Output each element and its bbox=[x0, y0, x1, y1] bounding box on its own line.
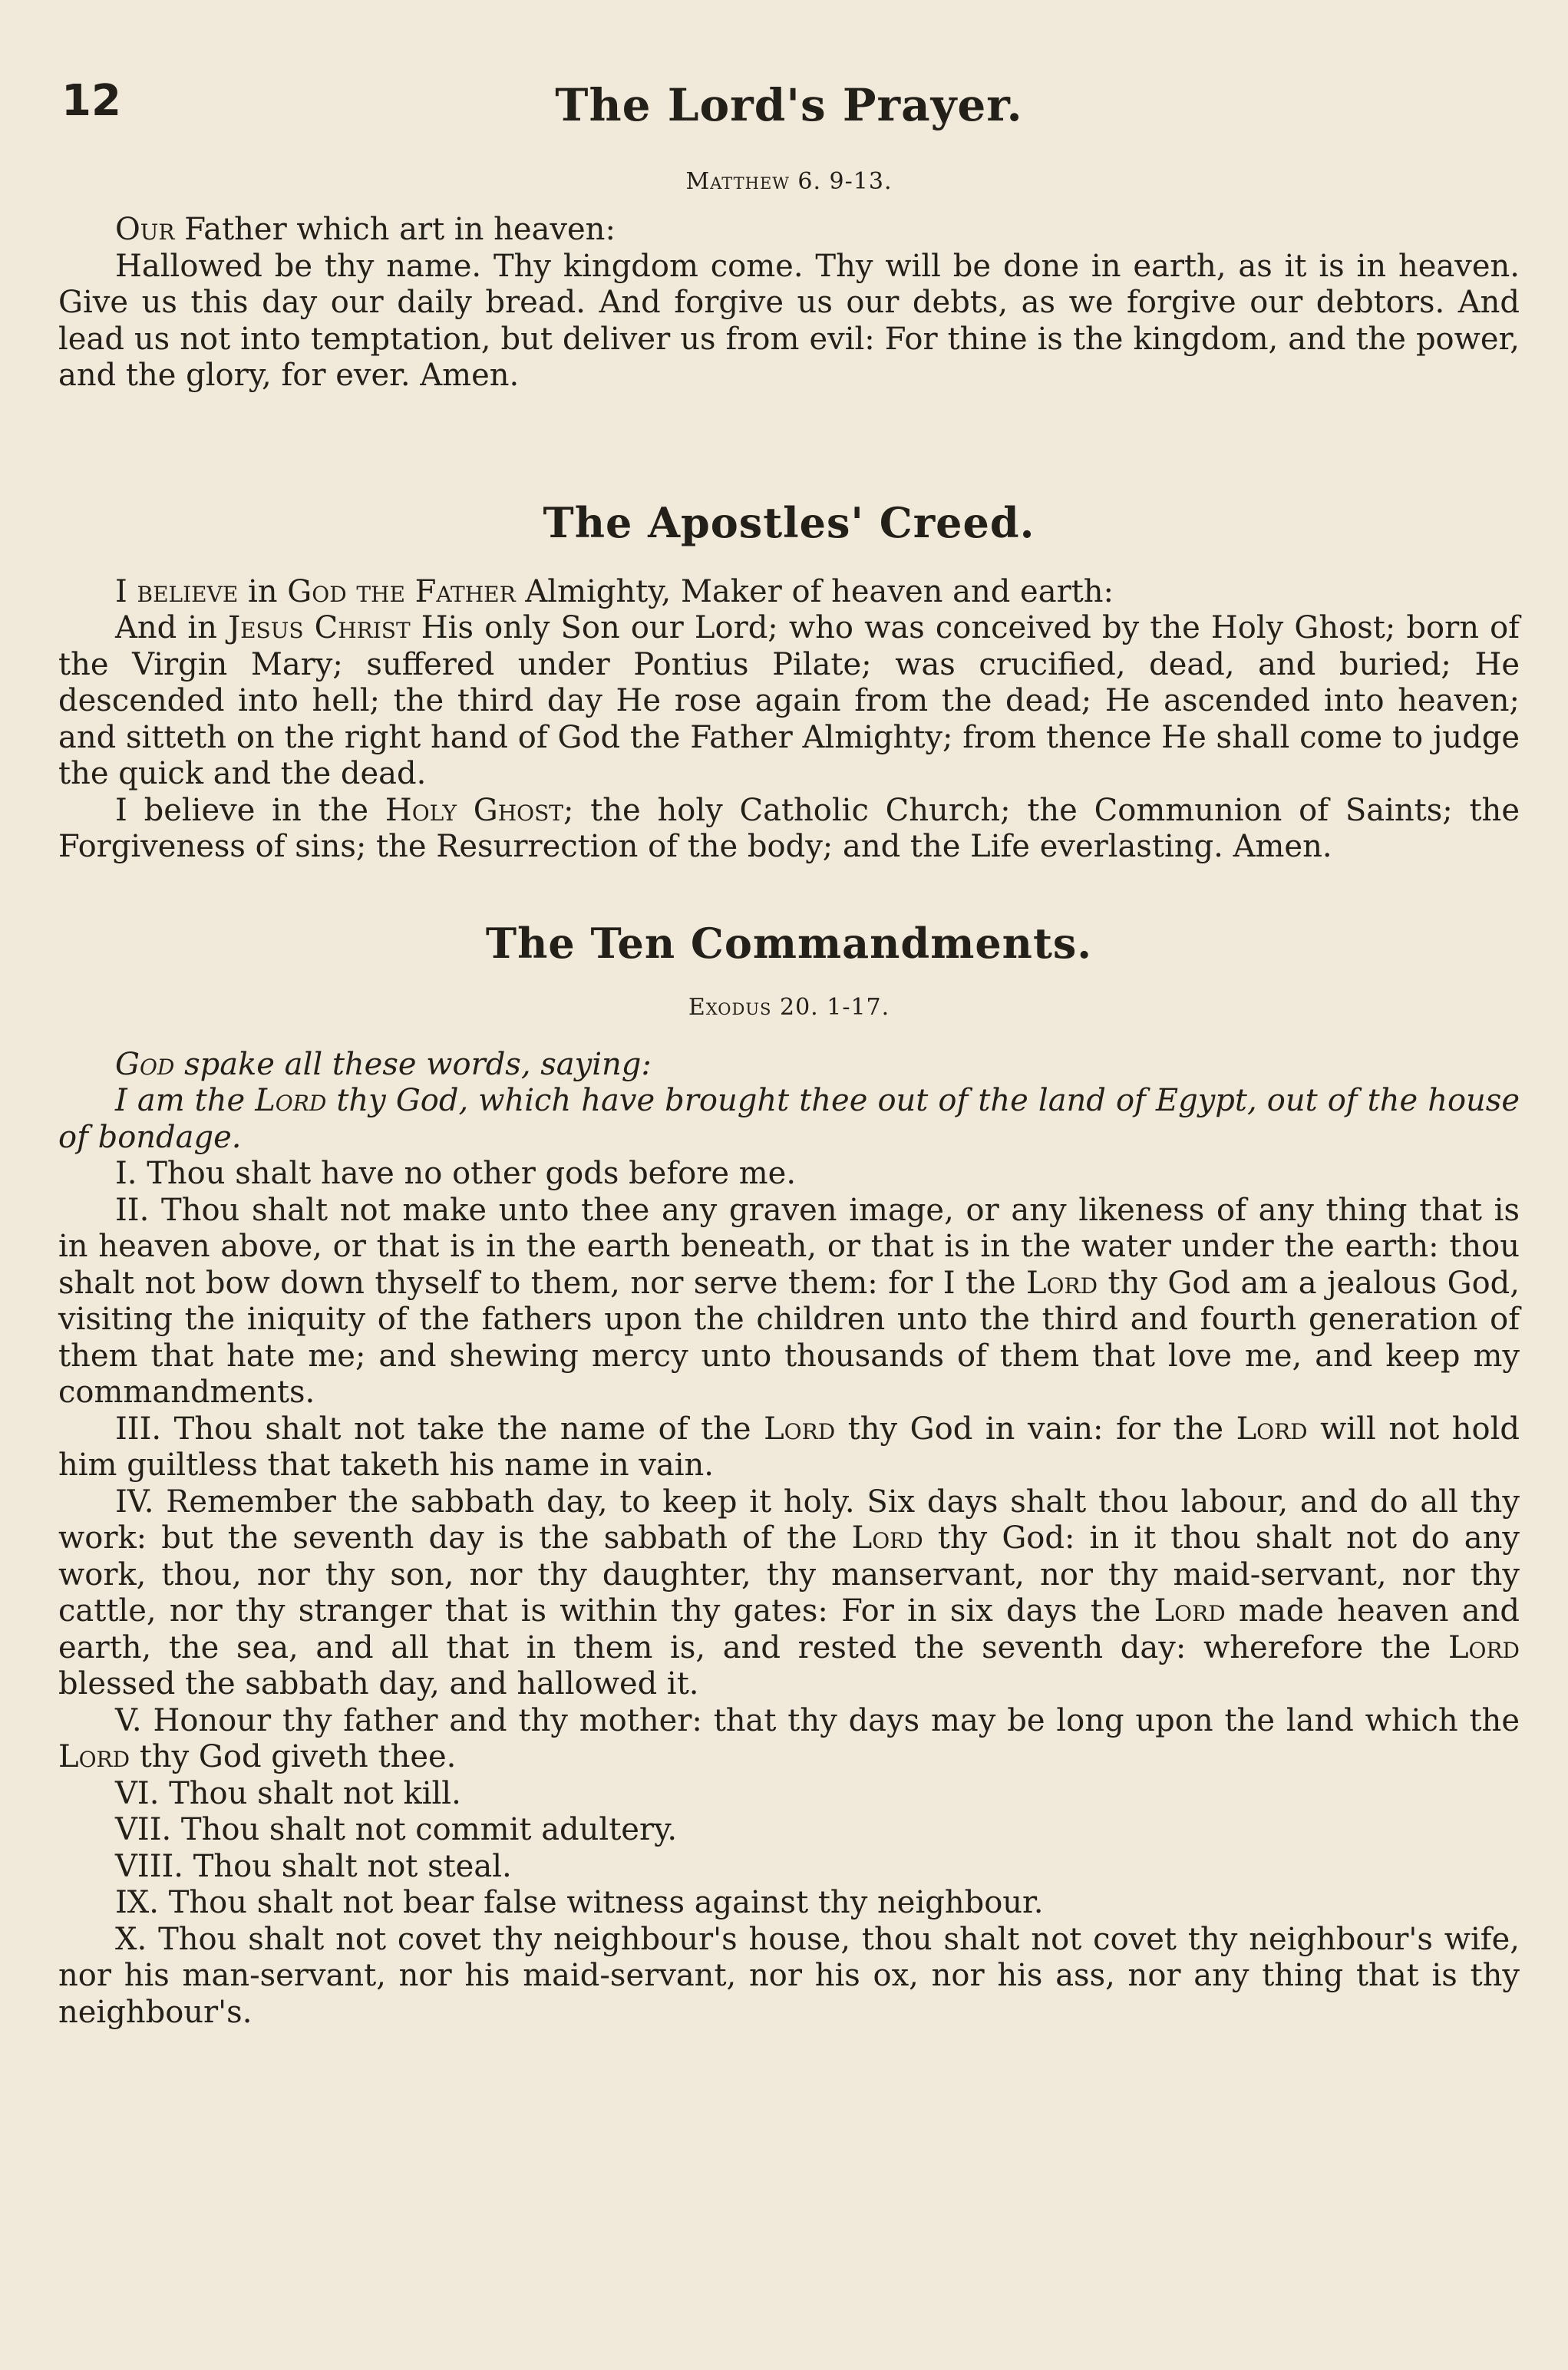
small-caps-run: Holy Ghost bbox=[385, 792, 563, 828]
page-number: 12 bbox=[61, 76, 121, 126]
apostles-creed-title: The Apostles' Creed. bbox=[543, 497, 1035, 547]
ten-commandments-reference: Exodus 20. 1-17. bbox=[688, 993, 890, 1021]
page bbox=[58, 77, 1520, 2031]
text-run: I believe in the bbox=[115, 792, 385, 828]
small-caps-run: Lord bbox=[1025, 1265, 1098, 1301]
text-run: made heaven and earth, the sea, and all that in them is, and rested the seventh day: wherefore the bbox=[58, 1593, 1520, 1665]
lords-prayer-title: The Lord's Prayer. bbox=[555, 79, 1023, 131]
text-run: III. Thou shalt not take the name of the bbox=[115, 1411, 764, 1447]
commandment-2 bbox=[58, 1193, 1520, 1411]
text-run: IV. Remember the sabbath day, to keep it holy. Six days shalt thou labour, and do all thy work: but the seventh day is the sabbath of the bbox=[58, 1484, 1520, 1556]
text-run: spake all these words, saying: bbox=[174, 1046, 652, 1082]
small-caps-run: Lord bbox=[1236, 1411, 1308, 1447]
commandment-9: IX. Thou shalt not bear false witness against thy neighbour. bbox=[115, 1885, 1044, 1920]
small-caps-run: Lord bbox=[1448, 1629, 1520, 1665]
text-run: ; the holy Catholic Church; the Communion of Saints; the Forgiveness of sins; the Resurrection of the body; and the Life everlasting. Amen. bbox=[58, 792, 1520, 864]
text-run: thy God am a jealous God, visiting the iniquity of the fathers upon the children unto the third and fourth generation of them that hate me; and shewing mercy unto thousands of them that love me, and keep my commandments. bbox=[58, 1265, 1520, 1410]
text-run: thy God, which have brought thee out of the land of Egypt, out of the house of bondage. bbox=[58, 1083, 1520, 1155]
apostles-creed-section bbox=[58, 497, 1520, 866]
commandment-10: X. Thou shalt not covet thy neighbour's house, thou shalt not covet thy neighbour's wife, nor his man-servant, nor his maid-servant, nor his ox, nor his ass, nor any thing that is thy neighbour's. bbox=[58, 1921, 1520, 2030]
lords-prayer-body: Hallowed be thy name. Thy kingdom come. Thy will be done in earth, as it is in heaven. Give us this day our daily bread. And forgive us our debts, as we forgive our debtors. And lead us not into temptation, but deliver us from evil: For thine is the kingdom, and the power, and the glory, for ever. Amen. bbox=[58, 248, 1520, 393]
text-run: V. Honour thy father and thy mother: that thy days may be long upon the land which the bbox=[115, 1702, 1520, 1738]
small-caps-run: God bbox=[115, 1046, 175, 1082]
text-run: II. Thou shalt not make unto thee any graven image, or any likeness of any thing that is in heaven above, or that is in the earth beneath, or that is in the water under the earth: thou shalt not bow down thyself to them, nor serve them: for I the bbox=[58, 1192, 1520, 1301]
commandment-6: VI. Thou shalt not kill. bbox=[115, 1775, 461, 1811]
small-caps-run: Lord bbox=[851, 1520, 923, 1556]
commandments-intro bbox=[58, 1047, 1520, 1084]
commandment-5 bbox=[58, 1703, 1520, 1776]
creed-paragraph-3 bbox=[58, 793, 1520, 866]
text-run: thy God giveth thee. bbox=[130, 1739, 457, 1774]
lords-prayer-section bbox=[58, 170, 1520, 394]
small-caps-run: believe bbox=[137, 573, 239, 609]
commandment-8: VIII. Thou shalt not steal. bbox=[115, 1848, 512, 1884]
commandment-1: I. Thou shalt have no other gods before me. bbox=[115, 1156, 797, 1191]
small-caps-run: Lord bbox=[764, 1411, 836, 1447]
small-caps-run: God the Father bbox=[287, 573, 516, 609]
creed-paragraph-1 bbox=[58, 574, 1520, 611]
running-head bbox=[58, 77, 1520, 153]
ten-commandments-title: The Ten Commandments. bbox=[485, 918, 1093, 968]
text-run: His only Son our Lord; who was conceived by the Holy Ghost; born of the Virgin Mary; suffered under Pontius Pilate; was crucified, dead, and buried; He descended into hell; the third day He rose again from the dead; He ascended into heaven; and sitteth on the right hand of God the Father Almighty; from thence He shall come to judge the quick and the dead. bbox=[58, 610, 1520, 791]
ten-commandments-section bbox=[58, 918, 1520, 2032]
commandment-4 bbox=[58, 1484, 1520, 1703]
text-run: will not hold him guiltless that taketh his name in vain. bbox=[58, 1411, 1520, 1483]
lords-prayer-opening bbox=[58, 212, 1520, 249]
text-run: I bbox=[115, 573, 137, 609]
commandment-7: VII. Thou shalt not commit adultery. bbox=[115, 1812, 678, 1847]
text-run: blessed the sabbath day, and hallowed it. bbox=[58, 1666, 699, 1702]
opening-word: Our bbox=[115, 212, 175, 247]
text-run: in bbox=[238, 573, 288, 609]
text-run: thy God in vain: for the bbox=[835, 1411, 1236, 1447]
creed-paragraph-2 bbox=[58, 610, 1520, 793]
text-run: I am the bbox=[115, 1083, 256, 1118]
text-run: Almighty, Maker of heaven and earth: bbox=[515, 573, 1114, 609]
opening-text: Father which art in heaven: bbox=[174, 212, 616, 247]
text-run: And in bbox=[115, 610, 229, 645]
small-caps-run: Lord bbox=[58, 1739, 130, 1774]
commandments-preface bbox=[58, 1083, 1520, 1156]
small-caps-run: Lord bbox=[1154, 1593, 1226, 1629]
small-caps-run: Jesus Christ bbox=[228, 610, 411, 645]
small-caps-run: Lord bbox=[255, 1083, 327, 1118]
lords-prayer-reference: Matthew 6. 9-13. bbox=[685, 168, 893, 195]
commandment-3 bbox=[58, 1411, 1520, 1484]
text-run: thy God: in it thou shalt not do any work, thou, nor thy son, nor thy daughter, thy manservant, nor thy maid-servant, nor thy cattle, nor thy stranger that is within thy gates: For in six days the bbox=[58, 1520, 1520, 1629]
